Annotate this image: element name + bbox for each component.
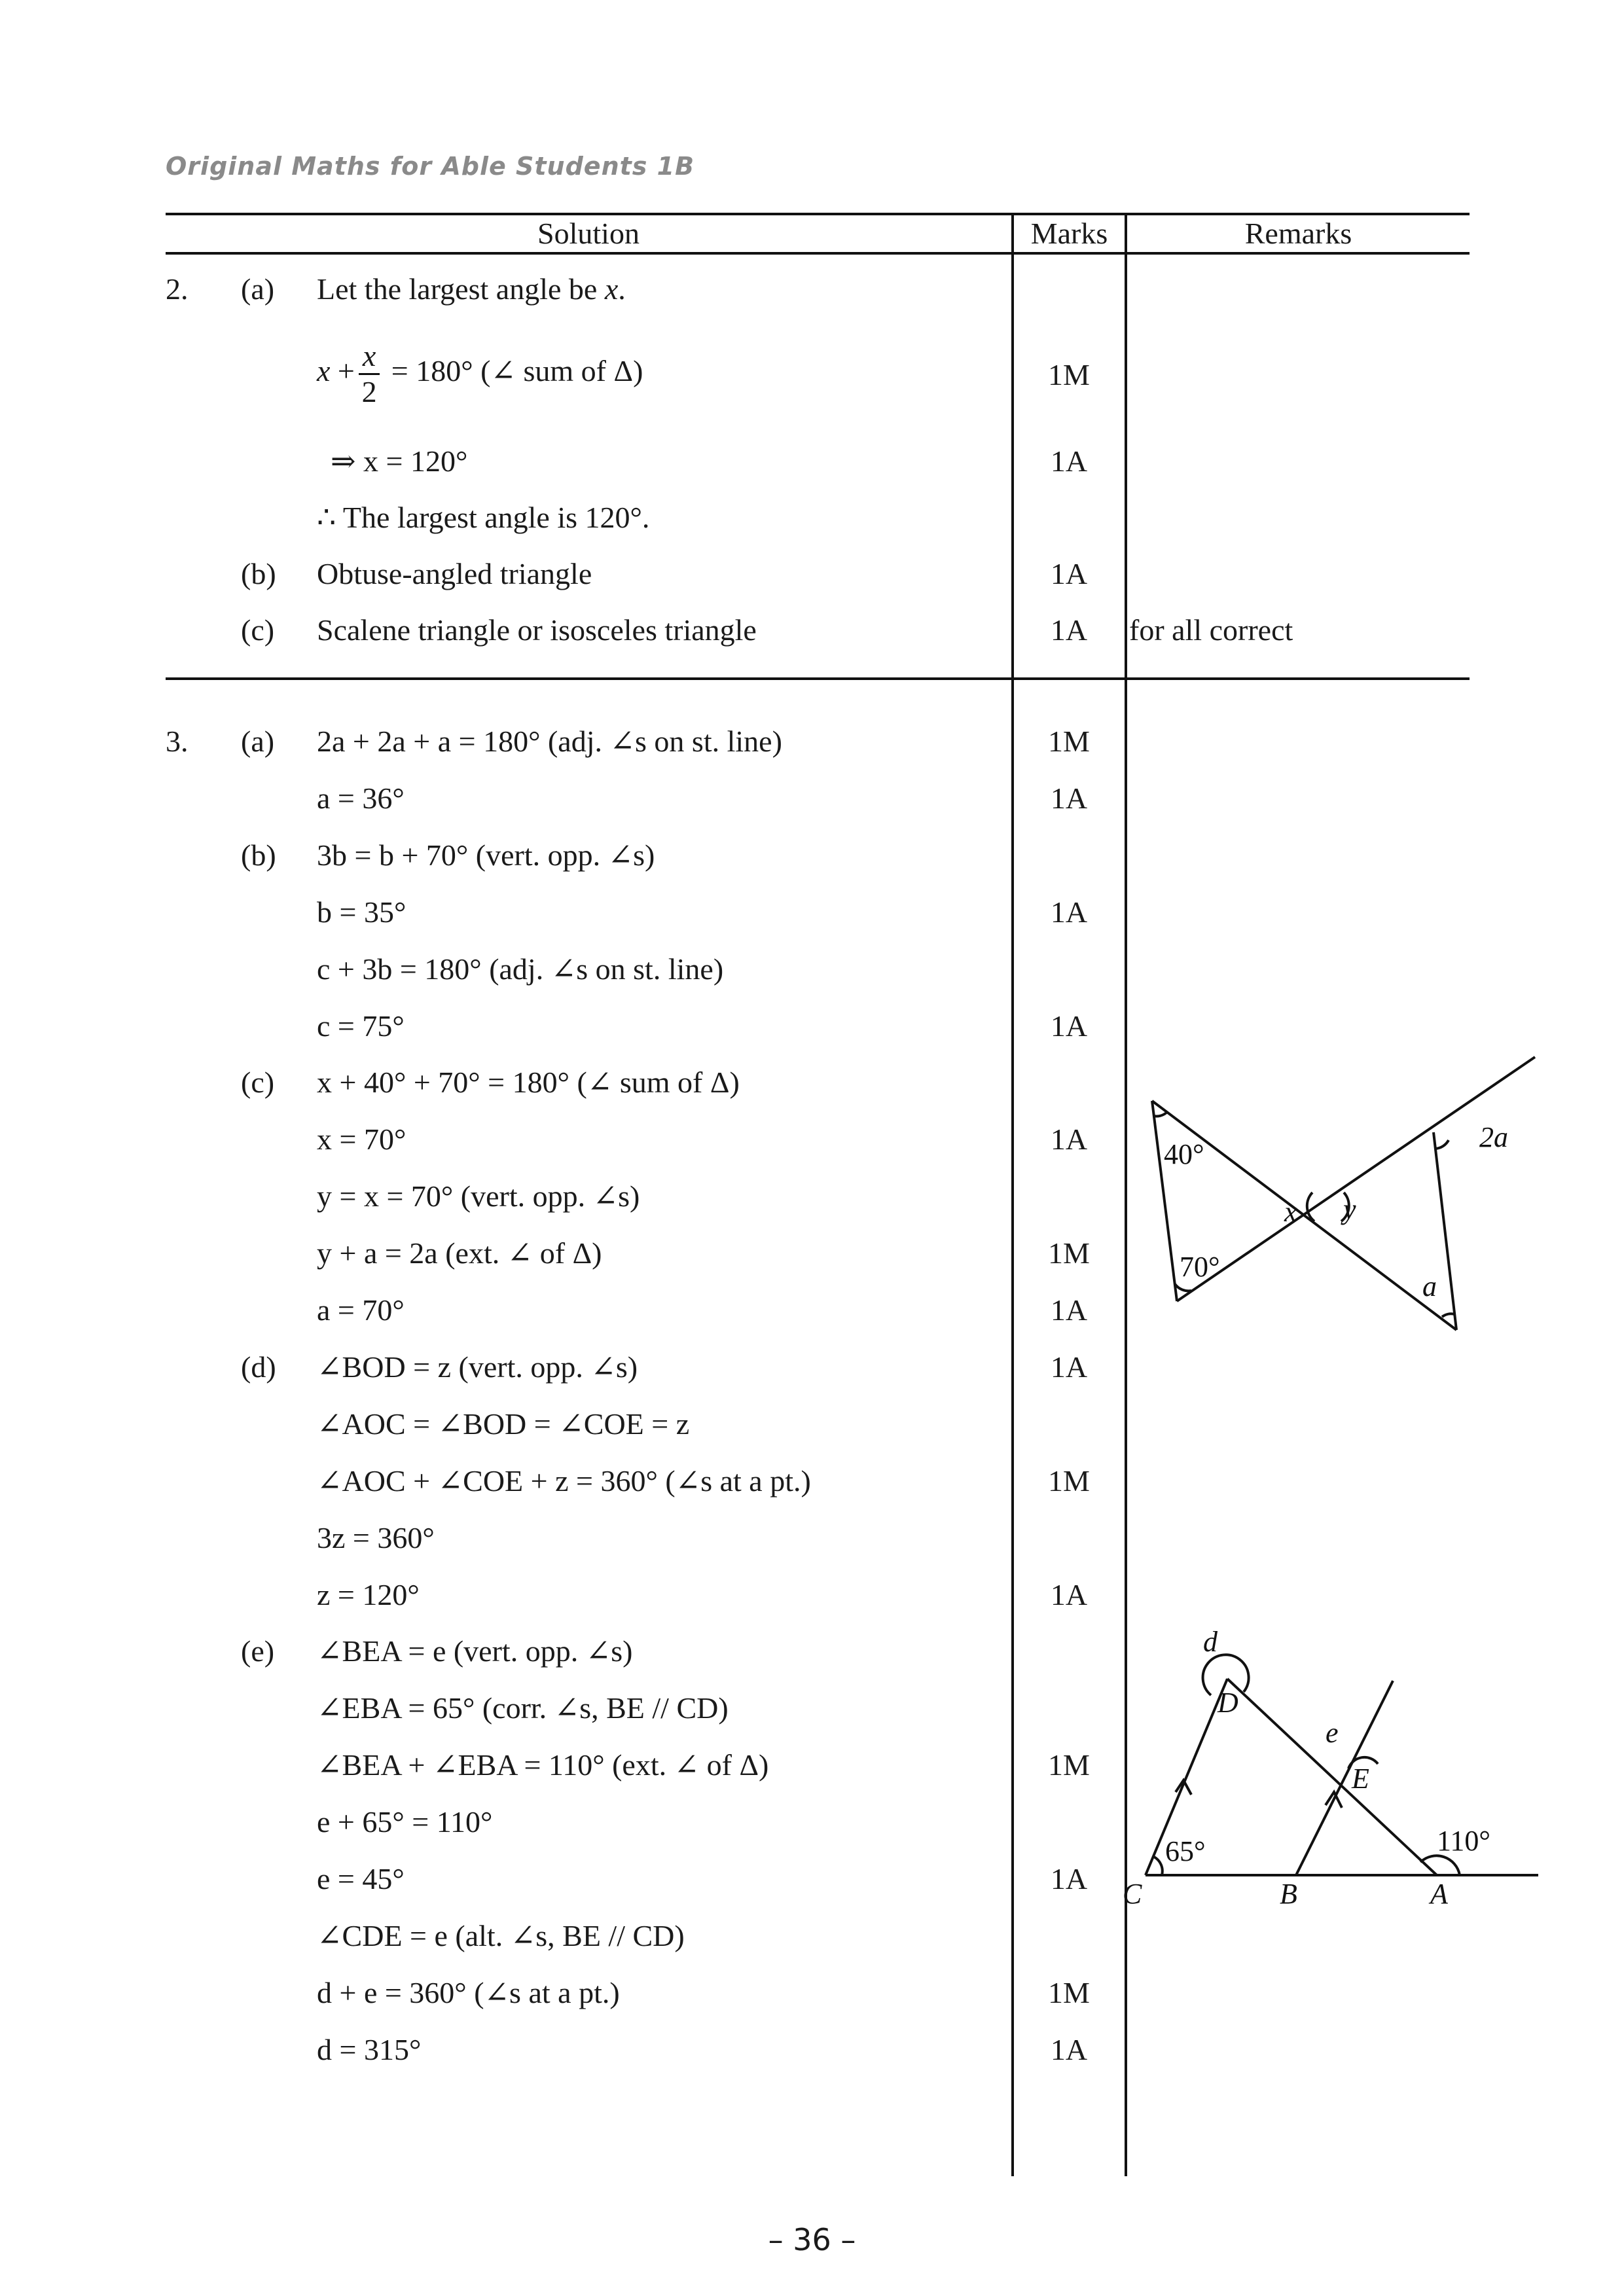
q3-solution-line: z = 120°	[317, 1578, 420, 1611]
q3-mark: 1M	[1048, 1236, 1090, 1270]
q3-part-label: (b)	[241, 838, 276, 872]
q3-mark: 1A	[1050, 1862, 1088, 1895]
fig1-arc-70	[1175, 1284, 1191, 1291]
table-header-rule	[166, 252, 1470, 255]
fig1-label-40: 40°	[1164, 1138, 1204, 1170]
fig2-line-DA	[1227, 1679, 1437, 1875]
q3-part-label: (a)	[241, 725, 275, 758]
q3-part-label: (d)	[241, 1350, 276, 1384]
page-number: – 36 –	[768, 2222, 856, 2257]
remarks-column-header: Remarks	[1244, 217, 1352, 250]
q3-solution-line: x + 40° + 70° = 180° (∠ sum of Δ)	[317, 1066, 740, 1099]
q2a-line-1: Let the largest angle be x.	[317, 272, 626, 306]
q3-mark: 1A	[1050, 1009, 1088, 1043]
question-separator-rule	[166, 677, 1470, 680]
q3-mark: 1A	[1050, 1578, 1088, 1611]
fig1-arc-a	[1442, 1314, 1454, 1317]
q2c-answer: Scalene triangle or isosceles triangle	[317, 613, 757, 647]
question-3-number: 3.	[166, 725, 189, 758]
fig2-label-A: A	[1430, 1878, 1448, 1910]
q3-solution-line: d + e = 360° (∠s at a pt.)	[317, 1976, 620, 2009]
q3-solution-line: ∠AOC + ∠COE + z = 360° (∠s at a pt.)	[317, 1464, 811, 1498]
fig2-label-E: E	[1352, 1763, 1369, 1795]
q3-solution-line: c = 75°	[317, 1009, 405, 1043]
fig2-label-B: B	[1280, 1878, 1297, 1910]
q2a-line-4: ∴ The largest angle is 120°.	[317, 501, 650, 534]
q3-mark: 1A	[1050, 2033, 1088, 2066]
fig1-right-edge	[1434, 1132, 1456, 1330]
q3-solution-line: ∠BOD = z (vert. opp. ∠s)	[317, 1350, 638, 1384]
figure-vertical-angles-triangles	[1113, 1034, 1571, 1348]
fig1-arc-40	[1153, 1113, 1166, 1116]
fig2-label-110: 110°	[1437, 1825, 1490, 1857]
marks-column-header: Marks	[1030, 217, 1108, 250]
q3-mark: 1A	[1050, 1122, 1088, 1156]
fig1-arc-2a	[1435, 1140, 1449, 1149]
fig1-label-y: y	[1343, 1193, 1356, 1225]
q3-solution-line: 3b = b + 70° (vert. opp. ∠s)	[317, 838, 655, 872]
q3-mark: 1A	[1050, 1293, 1088, 1327]
q3-solution-line: c + 3b = 180° (adj. ∠s on st. line)	[317, 952, 724, 986]
q2b-answer: Obtuse-angled triangle	[317, 557, 592, 590]
q3-solution-line: ∠BEA = e (vert. opp. ∠s)	[317, 1634, 633, 1668]
q3-solution-line: ∠BEA + ∠EBA = 110° (ext. ∠ of Δ)	[317, 1748, 769, 1782]
fig2-label-e: e	[1326, 1717, 1339, 1749]
q3-solution-line: b = 35°	[317, 895, 406, 929]
solution-column-header: Solution	[537, 217, 640, 250]
q3-mark: 1M	[1048, 1976, 1090, 2009]
q2c-mark: 1A	[1050, 613, 1088, 647]
fig1-label-a: a	[1422, 1270, 1437, 1302]
q2-part-a-label: (a)	[241, 272, 275, 306]
q2a-mark-1: 1M	[1048, 358, 1090, 391]
q3-mark: 1A	[1050, 1350, 1088, 1384]
q2c-remark: for all correct	[1129, 613, 1293, 647]
q3-solution-line: y = x = 70° (vert. opp. ∠s)	[317, 1179, 640, 1213]
q2-part-b-label: (b)	[241, 557, 276, 590]
q3-mark: 1M	[1048, 725, 1090, 758]
q3-mark: 1M	[1048, 1464, 1090, 1498]
q3-solution-line: ∠AOC = ∠BOD = ∠COE = z	[317, 1407, 690, 1441]
fig2-line-BE	[1296, 1681, 1393, 1875]
q3-solution-line: ∠CDE = e (alt. ∠s, BE // CD)	[317, 1919, 685, 1952]
fig2-label-D: D	[1218, 1687, 1238, 1719]
q3-solution-line: 2a + 2a + a = 180° (adj. ∠s on st. line)	[317, 725, 782, 758]
fig2-label-C: C	[1123, 1878, 1142, 1910]
q3-solution-line: y + a = 2a (ext. ∠ of Δ)	[317, 1236, 602, 1270]
q3-solution-line: 3z = 360°	[317, 1521, 435, 1554]
q3-mark: 1A	[1050, 781, 1088, 815]
q3-solution-line: a = 70°	[317, 1293, 405, 1327]
q3-solution-line: e = 45°	[317, 1862, 405, 1895]
q3-mark: 1M	[1048, 1748, 1090, 1782]
question-2-number: 2.	[166, 272, 189, 306]
q2b-mark: 1A	[1050, 557, 1088, 590]
q3-solution-line: ∠EBA = 65° (corr. ∠s, BE // CD)	[317, 1691, 729, 1725]
book-title: Original Maths for Able Students 1B	[166, 152, 695, 181]
q2a-mark-2: 1A	[1050, 444, 1088, 478]
fig1-label-2a: 2a	[1479, 1121, 1508, 1153]
fig2-label-d: d	[1203, 1626, 1218, 1658]
q3-solution-line: a = 36°	[317, 781, 405, 815]
q2a-equation: x + $\frac{x}{2}$ = 180° (∠ sum of Δ)	[317, 339, 643, 408]
q2-part-c-label: (c)	[241, 613, 275, 647]
fig1-label-x: x	[1284, 1196, 1297, 1228]
table-top-rule	[166, 213, 1470, 215]
fig1-left-edge	[1152, 1101, 1177, 1301]
fig2-arc-65	[1154, 1857, 1163, 1875]
q3-solution-line: x = 70°	[317, 1122, 406, 1156]
q2a-line-3: ⇒ x = 120°	[331, 444, 468, 478]
q3-part-label: (e)	[241, 1634, 275, 1668]
q3-part-label: (c)	[241, 1066, 275, 1099]
q3-solution-line: e + 65° = 110°	[317, 1805, 493, 1839]
fig2-label-65: 65°	[1165, 1835, 1206, 1867]
fig1-label-70: 70°	[1180, 1251, 1220, 1283]
fraction: $\frac{x}{2}$	[359, 339, 380, 409]
q3-solution-line: d = 315°	[317, 2033, 422, 2066]
q3-mark: 1A	[1050, 895, 1088, 929]
figure-parallel-lines-triangle	[1113, 1623, 1558, 1924]
fig1-transversal-2	[1177, 1057, 1535, 1301]
